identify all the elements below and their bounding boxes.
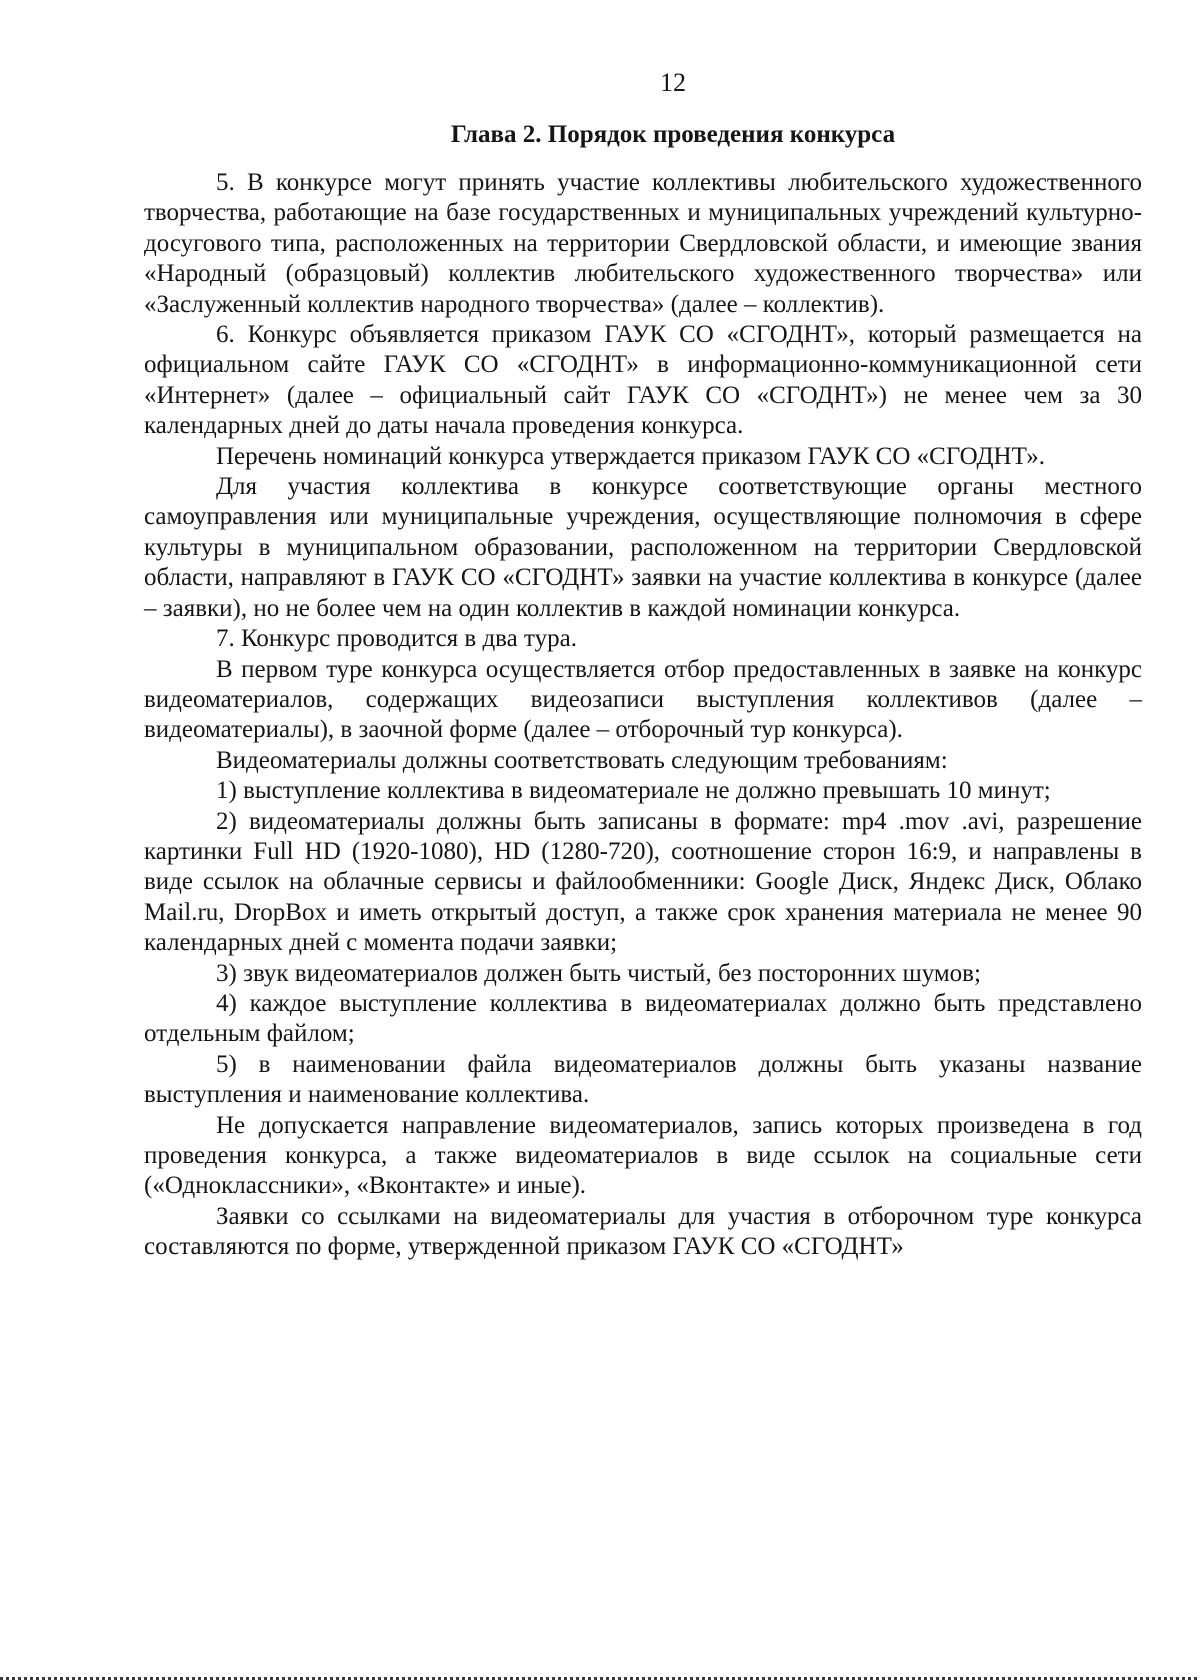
paragraph-first-round: В первом туре конкурса осуществляется отбор предоставленных в заявке на конкурс видеоматериалов, содержащих видеозаписи выступления коллективов (далее – видеоматериалы), в заочной форме (далее – отборочный тур конкурса).: [144, 655, 1142, 744]
requirement-2: 2) видеоматериалы должны быть записаны в формате: mp4 .mov .avi, разрешение картинки Full HD (1920-1080), HD (1280-720), соотношение сторон 16:9, и направлены в виде ссылок на облачные сервисы и файлообменники: Google Диск, Яндекс Диск, Облако Mail.ru, DropBox и иметь открытый доступ, а также срок хранения материала не менее 90 календарных дней с момента подачи заявки;: [144, 807, 1142, 957]
page-number: 12: [660, 68, 686, 97]
body-text: [144, 168, 1142, 1263]
requirement-5: 5) в наименовании файла видеоматериалов должны быть указаны название выступления и наименование коллектива.: [144, 1050, 1142, 1109]
paragraph-not-allowed: Не допускается направление видеоматериалов, запись которых произведена в год проведения конкурса, а также видеоматериалов в виде ссылок на социальные сети («Одноклассники», «Вконтакте» и иные).: [144, 1111, 1142, 1200]
paragraph-requirements-intro: Видеоматериалы должны соответствовать следующим требованиям:: [216, 746, 948, 774]
paragraph-applications: Для участия коллектива в конкурсе соответствующие органы местного самоуправления или муниципальные учреждения, осуществляющие полномочия в сфере культуры в муниципальном образовании, расположенном на территории Свердловской области, направляют в ГАУК СО «СГОДНТ» заявки на участие коллектива в конкурсе (далее – заявки), но не более чем на один коллектив в каждой номинации конкурса.: [144, 473, 1142, 622]
requirement-3: 3) звук видеоматериалов должен быть чистый, без посторонних шумов;: [216, 959, 981, 987]
requirement-4: 4) каждое выступление коллектива в видеоматериалах должно быть представлено отдельным файлом;: [144, 989, 1142, 1048]
paragraph-7: 7. Конкурс проводится в два тура.: [216, 625, 577, 653]
chapter-title: Глава 2. Порядок проведения конкурса: [450, 121, 896, 148]
paragraph-nominations: Перечень номинаций конкурса утверждается приказом ГАУК СО «СГОДНТ».: [216, 442, 1045, 470]
requirement-1: 1) выступление коллектива в видеоматериале не должно превышать 10 минут;: [216, 777, 1051, 805]
paragraph-application-form: Заявки со ссылками на видеоматериалы для участия в отборочном туре конкурса составляются по форме, утвержденной приказом ГАУК СО «СГОДНТ»: [144, 1202, 1142, 1261]
paragraph-6: 6. Конкурс объявляется приказом ГАУК СО «СГОДНТ», который размещается на официальном сайте ГАУК СО «СГОДНТ» в информационно-коммуникационной сети «Интернет» (далее – официальный сайт ГАУК СО «СГОДНТ») не менее чем за 30 календарных дней до даты начала проведения конкурса.: [144, 321, 1142, 440]
paragraph-5: 5. В конкурсе могут принять участие коллективы любительского художественного творчества, работающие на базе государственных и муниципальных учреждений культурно-досугового типа, расположенных на территории Свердловской области, и имеющие звания «Народный (образцовый) коллектив любительского художественного творчества» или «Заслуженный коллектив народного творчества» (далее – коллектив).: [144, 169, 1142, 318]
